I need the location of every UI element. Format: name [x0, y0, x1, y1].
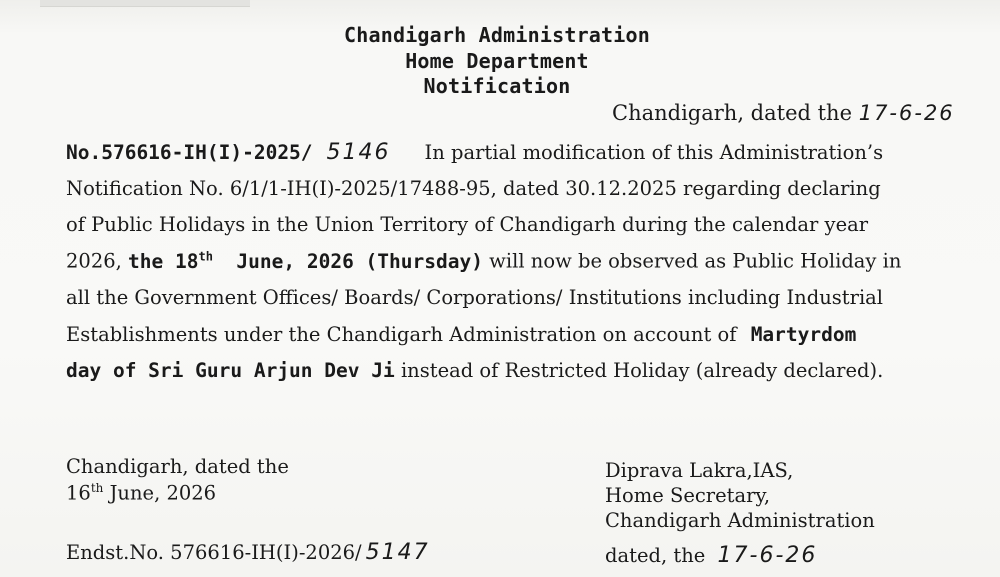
reference-number: No.576616-IH(I)-2025/	[66, 141, 313, 164]
occasion-name-part1: Martyrdom	[750, 323, 857, 346]
body-text: In partial modification of this Administration’s	[424, 141, 884, 164]
sign-day: 16	[66, 481, 91, 505]
body-text: 2026,	[66, 249, 122, 273]
body-text: will now be observed as Public Holiday in	[489, 249, 902, 273]
body-text: instead of Restricted Holiday (already declared).	[400, 359, 884, 382]
body-text: Establishments under the Chandigarh Administration on account of	[66, 323, 737, 346]
holiday-date	[128, 250, 483, 273]
handwritten-ref-number: 5146	[326, 140, 391, 165]
body-line-6	[66, 323, 856, 346]
handwritten-date: 17-6-26	[858, 101, 955, 125]
handwritten-endorsement-date: 17-6-26	[717, 543, 818, 568]
holiday-day: the 18	[128, 249, 199, 273]
handwritten-endorsement-number: 5147	[365, 540, 430, 565]
body-line-3: of Public Holidays in the Union Territory of Chandigarh during the calendar year	[66, 213, 869, 236]
paper-fold-edge	[40, 0, 250, 7]
body-line-7	[66, 359, 883, 382]
place-date-line1: Chandigarh, dated the	[66, 455, 289, 478]
place-date-line2	[66, 481, 216, 505]
ordinal-suffix: th	[90, 481, 104, 495]
endorsement-ref: Endst.No. 576616-IH(I)-2026/	[66, 541, 362, 564]
holiday-month-year: June, 2026 (Thursday)	[236, 249, 483, 273]
occasion-name-part2: day of Sri Guru Arjun Dev Ji	[66, 359, 395, 382]
endorsement-dated-label: dated, the	[605, 544, 706, 567]
body-line-5: all the Government Offices/ Boards/ Corporations/ Institutions including Industrial	[66, 286, 884, 309]
notification-date	[612, 101, 955, 125]
body-line-1	[66, 140, 883, 165]
signatory-designation: Home Secretary,	[605, 484, 771, 507]
endorsement-date	[605, 543, 817, 568]
header-administration: Chandigarh Administration	[343, 23, 651, 47]
body-line-4	[66, 249, 901, 273]
signatory-name: Diprava Lakra,IAS,	[605, 459, 794, 482]
body-line-2: Notification No. 6/1/1-IH(I)-2025/17488-95, dated 30.12.2025 regarding declaring	[66, 177, 881, 200]
sign-month-year: June, 2026	[109, 481, 217, 505]
ordinal-suffix: th	[198, 249, 213, 263]
endorsement-number	[66, 540, 430, 565]
header-department: Home Department	[405, 49, 589, 73]
header-notification: Notification	[423, 74, 571, 98]
dated-label: Chandigarh, dated the	[612, 101, 853, 125]
signatory-office: Chandigarh Administration	[605, 509, 875, 532]
